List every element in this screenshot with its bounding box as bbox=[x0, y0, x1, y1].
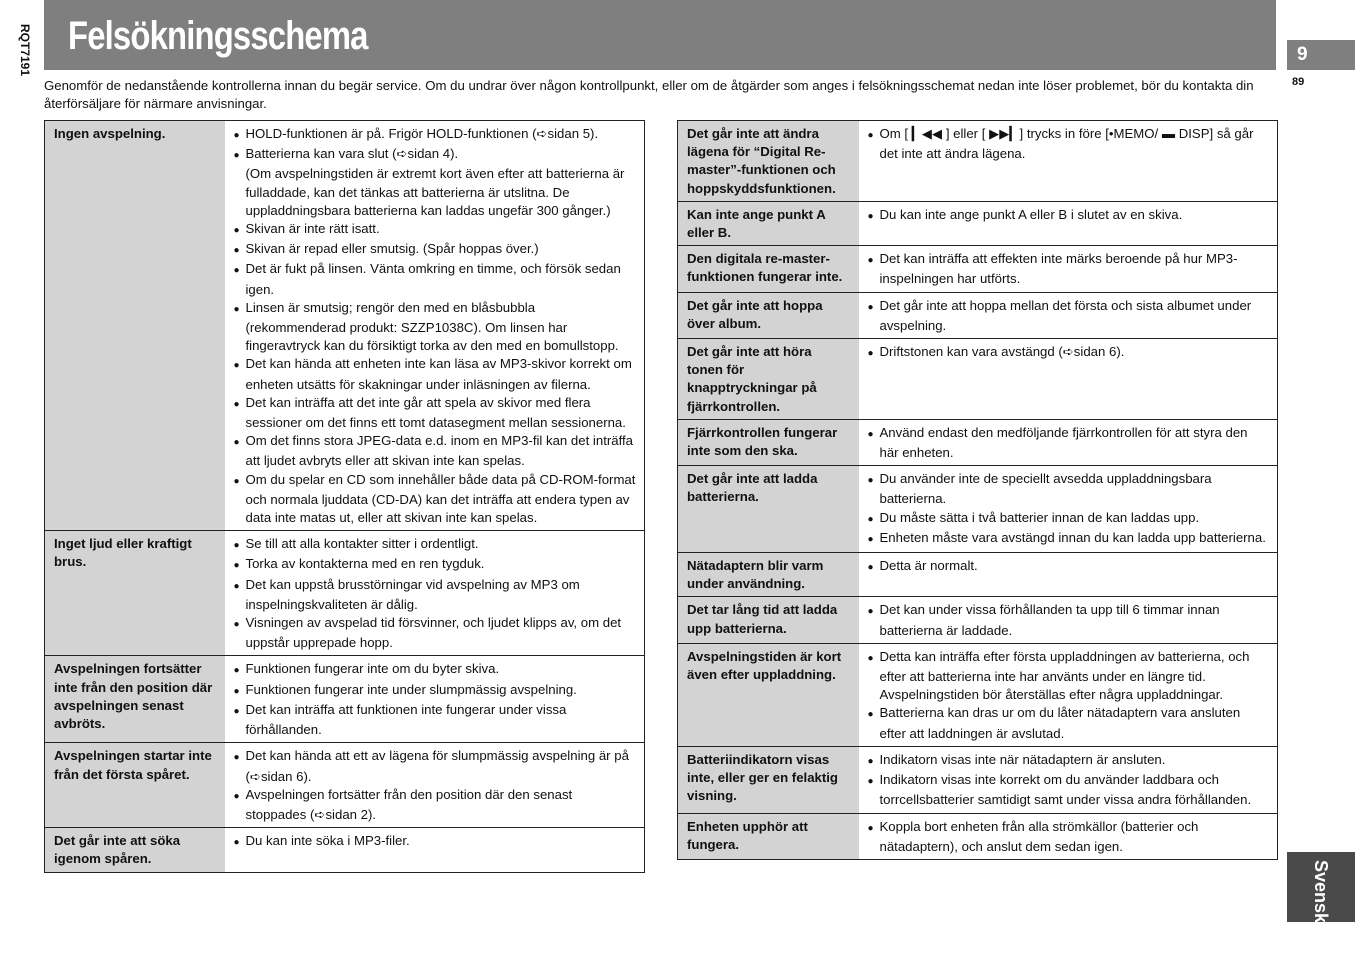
solution-cell bbox=[859, 121, 1278, 202]
solution-cell bbox=[859, 339, 1278, 420]
table-row bbox=[678, 292, 1278, 338]
solution-cell bbox=[225, 743, 645, 828]
solution-item: ● Funktionen fungerar inte om du byter skiva. bbox=[234, 660, 637, 680]
problem-cell: Avspelningstiden är kort även efter uppladdning. bbox=[678, 643, 859, 746]
solution-item: ● Det kan under vissa förhållanden ta upp till 6 timmar innan batterierna är laddade. bbox=[868, 601, 1270, 639]
page-title: Felsökningsschema bbox=[68, 14, 368, 58]
solution-cell bbox=[859, 643, 1278, 746]
problem-cell: Batteriindikatorn visas inte, eller ger en felaktig visning. bbox=[678, 746, 859, 813]
solution-item: ● Du använder inte de speciellt avsedda uppladdningsbara batterierna. bbox=[868, 470, 1270, 508]
table-row bbox=[678, 597, 1278, 643]
table-row bbox=[678, 746, 1278, 813]
problem-cell: Det går inte att ändra lägena för “Digital Re-master”-funktionen och hoppskyddsfunktionen. bbox=[678, 121, 859, 202]
document-code-text: RQT7191 bbox=[18, 24, 32, 77]
table-row bbox=[678, 121, 1278, 202]
solution-cell bbox=[859, 813, 1278, 859]
problem-cell: Det går inte att söka igenom spåren. bbox=[45, 828, 225, 872]
problem-cell: Fjärrkontrollen fungerar inte som den ska. bbox=[678, 419, 859, 465]
problem-cell: Kan inte ange punkt A eller B. bbox=[678, 201, 859, 245]
solution-item: ● Använd endast den medföljande fjärrkontrollen för att styra den här enheten. bbox=[868, 424, 1270, 462]
language-tab bbox=[1287, 852, 1355, 934]
solution-cell bbox=[859, 746, 1278, 813]
solution-item: ● Batterierna kan dras ur om du låter nätadaptern vara ansluten efter att laddningen är avslutad. bbox=[868, 704, 1270, 742]
table-row bbox=[45, 743, 645, 828]
solution-item: ● Det kan inträffa att det inte går att spela av skivor med flera sessioner om det finns ett tomt datasegment mellan sessionerna. bbox=[234, 394, 637, 432]
solution-item: ● Skivan är repad eller smutsig. (Spår hoppas över.) bbox=[234, 240, 637, 260]
solution-item: ● Batterierna kan vara slut (➪sidan 4). (Om avspelningstiden är extremt kort även efter att batterierna är fulladdade, kan det tänkas att batterierna är utslitna. De uppladdningsbara batterierna kan laddas ungefär 300 gånger.) bbox=[234, 145, 637, 220]
table-row bbox=[678, 201, 1278, 245]
troubleshooting-table-right bbox=[677, 120, 1278, 860]
solution-cell bbox=[859, 292, 1278, 338]
solution-item: ● Funktionen fungerar inte under slumpmässig avspelning. bbox=[234, 681, 637, 701]
language-tab-label: Svenska bbox=[1311, 860, 1331, 934]
solution-item: ● Visningen av avspelad tid försvinner, och ljudet klipps av, om det uppstår upprepade hopp. bbox=[234, 614, 637, 652]
solution-item: ● Detta kan inträffa efter första uppladdningen av batterierna, och efter att batterierna inte har använts under en längre tid. Avspelningstiden bör återställas efter några uppladdningar. bbox=[868, 648, 1270, 705]
solution-cell bbox=[225, 656, 645, 743]
solution-cell bbox=[859, 466, 1278, 553]
solution-cell bbox=[859, 553, 1278, 597]
solution-item: ● Skivan är inte rätt isatt. bbox=[234, 220, 637, 240]
solution-cell bbox=[859, 419, 1278, 465]
problem-cell: Avspelningen fortsätter inte från den position där avspelningen senast avbröts. bbox=[45, 656, 225, 743]
problem-cell: Det går inte att hoppa över album. bbox=[678, 292, 859, 338]
troubleshooting-table-left bbox=[44, 120, 645, 873]
problem-cell: Enheten upphör att fungera. bbox=[678, 813, 859, 859]
table-row bbox=[45, 656, 645, 743]
solution-item: ● Driftstonen kan vara avstängd (➪sidan 6). bbox=[868, 343, 1270, 363]
table-row bbox=[678, 246, 1278, 292]
solution-item: ● Linsen är smutsig; rengör den med en blåsbubbla (rekommenderad produkt: SZZP1038C). Om linsen har fingeravtryck kan du försiktigt torka av den med en bomullstopp. bbox=[234, 299, 637, 356]
solution-item: ● Avspelningen fortsätter från den position där den senast stoppades (➪sidan 2). bbox=[234, 786, 637, 824]
solution-cell bbox=[859, 597, 1278, 643]
solution-item: ● Det kan hända att ett av lägena för slumpmässig avspelning är på (➪sidan 6). bbox=[234, 747, 637, 785]
solution-item: ● Koppla bort enheten från alla strömkällor (batterier och nätadaptern), och anslut dem sedan igen. bbox=[868, 818, 1270, 856]
solution-item: ● Det kan inträffa att effekten inte märks beroende på hur MP3-inspelningen har utförts. bbox=[868, 250, 1270, 288]
table-row bbox=[678, 419, 1278, 465]
solution-item: ● HOLD-funktionen är på. Frigör HOLD-funktionen (➪sidan 5). bbox=[234, 125, 637, 145]
table-row bbox=[678, 643, 1278, 746]
solution-item: ● Indikatorn visas inte när nätadaptern är ansluten. bbox=[868, 751, 1270, 771]
solution-item: ● Du kan inte ange punkt A eller B i slutet av en skiva. bbox=[868, 206, 1270, 226]
table-row bbox=[45, 121, 645, 531]
solution-cell bbox=[225, 531, 645, 656]
problem-cell: Inget ljud eller kraftigt brus. bbox=[45, 531, 225, 656]
page-number-badge: 9 bbox=[1287, 40, 1355, 70]
problem-cell: Den digitala re-master-funktionen fungerar inte. bbox=[678, 246, 859, 292]
table-row bbox=[45, 531, 645, 656]
solution-cell bbox=[225, 828, 645, 872]
solution-item: ● Torka av kontakterna med en ren tygduk. bbox=[234, 555, 637, 575]
solution-item: ● Du måste sätta i två batterier innan de kan laddas upp. bbox=[868, 509, 1270, 529]
table-row bbox=[45, 828, 645, 872]
document-code bbox=[12, 24, 38, 84]
intro-text: Genomför de nedanstående kontrollerna innan du begär service. Om du undrar över någon kontrollpunkt, eller om de åtgärder som anges i felsökningsschemat nedan inte löser problemet, bör du kontakta din återförsäljare för närmare anvisningar. bbox=[44, 78, 1254, 111]
solution-item: ● Det kan hända att enheten inte kan läsa av MP3-skivor korrekt om enheten utsätts för skakningar under inläsningen av filerna. bbox=[234, 355, 637, 393]
solution-item: ● Se till att alla kontakter sitter i ordentligt. bbox=[234, 535, 637, 555]
problem-cell: Avspelningen startar inte från det första spåret. bbox=[45, 743, 225, 828]
solution-item: ● Det går inte att hoppa mellan det första och sista albumet under avspelning. bbox=[868, 297, 1270, 335]
problem-cell: Det tar lång tid att ladda upp batterierna. bbox=[678, 597, 859, 643]
solution-cell bbox=[859, 201, 1278, 245]
problem-cell: Det går inte att ladda batterierna. bbox=[678, 466, 859, 553]
solution-cell bbox=[225, 121, 645, 531]
solution-item: ● Indikatorn visas inte korrekt om du använder laddbara och torrcellsbatterier samtidigt samt under vissa andra förhållanden. bbox=[868, 771, 1270, 809]
table-row bbox=[678, 813, 1278, 859]
solution-cell bbox=[859, 246, 1278, 292]
solution-item: ● Det är fukt på linsen. Vänta omkring en timme, och försök sedan igen. bbox=[234, 260, 637, 298]
solution-item: ● Om du spelar en CD som innehåller både data på CD-ROM-format och normala ljuddata (CD-DA) kan det inträffa att endera typen av data inte matas ut, eller att skivan inte kan spelas. bbox=[234, 471, 637, 528]
solution-item: ● Om [ ▎◀◀ ] eller [ ▶▶▎] trycks in före [•MEMO/ ▬ DISP] så går det inte att ändra lägena. bbox=[868, 125, 1270, 163]
table-row bbox=[678, 339, 1278, 420]
solution-item: ● Du kan inte söka i MP3-filer. bbox=[234, 832, 637, 852]
problem-cell: Ingen avspelning. bbox=[45, 121, 225, 531]
solution-item: ● Om det finns stora JPEG-data e.d. inom en MP3-fil kan det inträffa att ljudet avbryts eller att skivan inte kan spelas. bbox=[234, 432, 637, 470]
table-row bbox=[678, 553, 1278, 597]
table-row bbox=[678, 466, 1278, 553]
solution-item: ● Detta är normalt. bbox=[868, 557, 1270, 577]
solution-item: ● Enheten måste vara avstängd innan du kan ladda upp batterierna. bbox=[868, 529, 1270, 549]
solution-item: ● Det kan inträffa att funktionen inte fungerar under vissa förhållanden. bbox=[234, 701, 637, 739]
page-number-small: 89 bbox=[1292, 76, 1305, 88]
problem-cell: Det går inte att höra tonen för knapptryckningar på fjärrkontrollen. bbox=[678, 339, 859, 420]
solution-item: ● Det kan uppstå brusstörningar vid avspelning av MP3 om inspelningskvaliteten är dålig. bbox=[234, 576, 637, 614]
problem-cell: Nätadaptern blir varm under användning. bbox=[678, 553, 859, 597]
